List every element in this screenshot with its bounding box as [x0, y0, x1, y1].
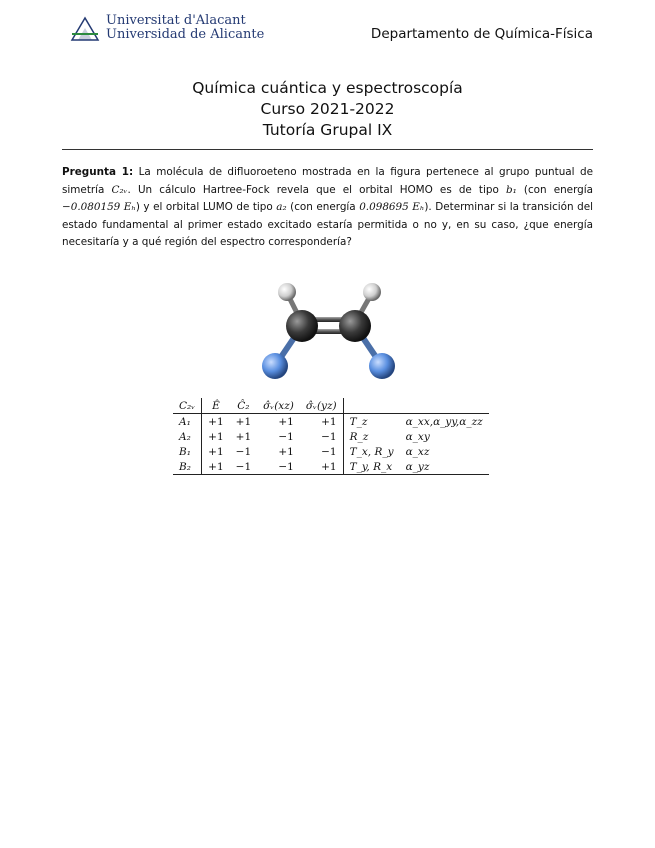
title-block [0, 78, 655, 141]
character-cell: −1 [235, 445, 252, 458]
linear-function-cell: T_x, R_y [349, 445, 394, 458]
hydrogen-atom [278, 283, 296, 301]
character-cell: +1 [300, 459, 343, 475]
course-title: Química cuántica y espectroscopía [192, 79, 463, 97]
table-header-row [173, 398, 489, 414]
quadratic-function-cell: α_yz [400, 459, 489, 475]
table-header-cell: Ĉ₂ [230, 398, 257, 414]
logo-line-1: Universitat d'Alacant [106, 13, 246, 28]
question-part: La molécula de difluoroeteno mostrada en la figura pertenece al grupo puntual de simetría [62, 166, 593, 196]
course-year: Curso 2021-2022 [260, 100, 395, 118]
fluorine-atom [262, 353, 288, 379]
question-part: ). Determinar si la transición del estado fundamental al primer estado excitado estaría permitida o no y, en su caso, ¿que energía necesitaría y a qué región del espectro correspondería? [62, 201, 593, 248]
hydrogen-atom [363, 283, 381, 301]
character-cell: +1 [235, 430, 252, 443]
table-header-cell: Ê [202, 398, 230, 414]
quadratic-function-cell: α_xz [405, 445, 430, 458]
linear-function-cell: R_z [349, 430, 369, 443]
character-cell: +1 [208, 430, 224, 443]
lumo-symmetry: a₂ [276, 201, 287, 213]
carbon-atom [339, 310, 371, 342]
question-part: ) y el orbital LUMO de tipo [135, 201, 277, 213]
quadratic-function-cell: α_xy [405, 430, 430, 443]
character-cell: +1 [202, 459, 230, 475]
question-part: (con energía [286, 201, 360, 213]
character-table [173, 398, 489, 475]
lumo-energy: 0.098695 Eₕ [359, 201, 425, 213]
fluorine-atom [369, 353, 395, 379]
homo-energy: −0.080159 Eₕ [62, 201, 136, 213]
difluoroethene-molecule-figure [247, 278, 407, 388]
table-header-cell: σ̂ᵥ(xz) [257, 398, 300, 414]
character-cell: −1 [300, 444, 343, 459]
logo-line-2: Universidad de Alicante [106, 27, 265, 42]
character-cell: −1 [230, 459, 257, 475]
irrep-cell: A₂ [173, 429, 202, 444]
question-text [62, 164, 593, 252]
carbon-atom [286, 310, 318, 342]
university-emblem-icon [70, 14, 100, 42]
university-logo [70, 14, 264, 42]
question-label: Pregunta 1: [62, 166, 134, 178]
question-part: . Un cálculo Hartree-Fock revela que el orbital HOMO es de tipo [127, 183, 506, 196]
character-cell: −1 [300, 429, 343, 444]
table-header-cell: σ̂ᵥ(yz) [300, 398, 343, 414]
character-cell: −1 [278, 430, 294, 443]
table-row [173, 414, 489, 430]
linear-function-cell: T_y, R_x [343, 459, 399, 475]
quadratic-function-cell: α_xx,α_yy,α_zz [405, 415, 483, 428]
table-header-cell: C₂ᵥ [173, 398, 202, 414]
homo-symmetry: b₁ [505, 183, 517, 196]
character-cell: +1 [208, 415, 224, 428]
tutorial-title: Tutoría Grupal IX [262, 121, 393, 139]
character-cell: +1 [278, 445, 294, 458]
table-row [173, 459, 489, 475]
table-row [173, 444, 489, 459]
character-cell: +1 [300, 414, 343, 430]
character-cell: +1 [235, 415, 252, 428]
irrep-cell: B₁ [173, 444, 202, 459]
irrep-cell: A₁ [173, 414, 202, 430]
department-name: Departamento de Química-Física [370, 26, 593, 42]
question-part: (con energía [516, 183, 594, 196]
table-header-cell [400, 398, 489, 414]
horizontal-rule [62, 149, 593, 150]
linear-function-cell: T_z [349, 415, 368, 428]
table-row [173, 429, 489, 444]
point-group: C₂ᵥ [111, 183, 128, 196]
character-cell: +1 [278, 415, 294, 428]
character-cell: −1 [257, 459, 300, 475]
character-cell: +1 [208, 445, 224, 458]
irrep-cell: B₂ [173, 459, 202, 475]
table-header-cell [343, 398, 399, 414]
